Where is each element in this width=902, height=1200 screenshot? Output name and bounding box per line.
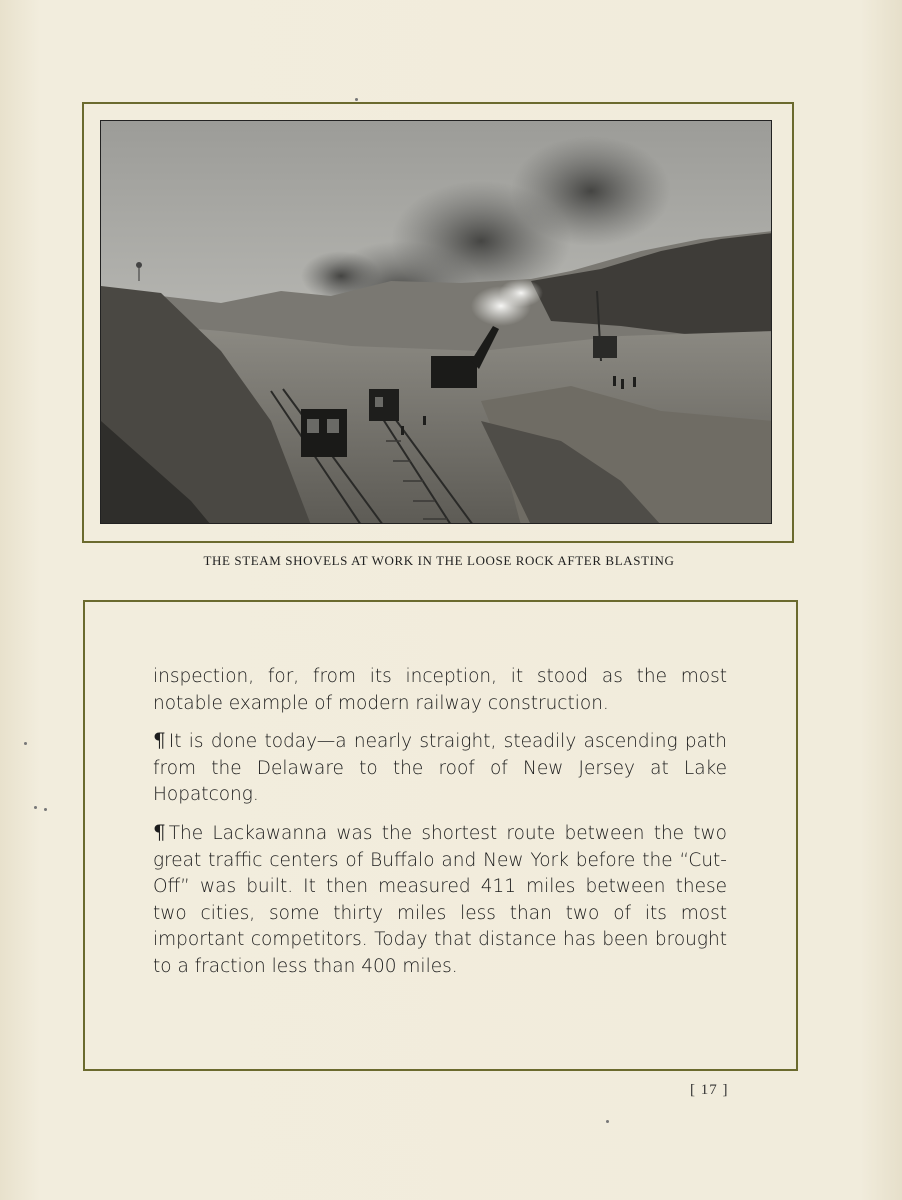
paragraph-2	[153, 727, 727, 809]
paragraph-mark-icon: ¶	[153, 728, 166, 753]
paragraph-3-text: The Lackawanna was the shortest route between the two great traffic centers of Buffalo and New York before the “Cut-Off” was built. It then measured 411 miles between these two cities, some thirty miles less than two of its most important competitors. Today that distance has been brought to a fraction less than 400 miles.	[153, 822, 727, 977]
paragraph-3	[153, 819, 727, 981]
paper-speck	[355, 98, 358, 101]
paper-speck	[44, 808, 47, 811]
photo-caption: THE STEAM SHOVELS AT WORK IN THE LOOSE ROCK AFTER BLASTING	[203, 553, 675, 568]
paragraph-1	[153, 664, 727, 717]
page-number: [ 17 ]	[690, 1082, 729, 1098]
paragraph-mark-icon: ¶	[153, 819, 166, 844]
paragraph-1-text: inspection, for, from its inception, it stood as the most notable example of modern railway construction.	[153, 666, 727, 714]
photograph-illustration	[101, 121, 772, 524]
paper-speck	[34, 806, 37, 809]
body-text	[153, 664, 727, 991]
steam-shovels-photograph	[100, 120, 772, 524]
paper-speck	[24, 742, 27, 745]
paper-speck	[606, 1120, 609, 1123]
paragraph-2-text: It is done today—a nearly straight, steadily ascending path from the Delaware to the roof of New Jersey at Lake Hopatcong.	[153, 731, 727, 806]
